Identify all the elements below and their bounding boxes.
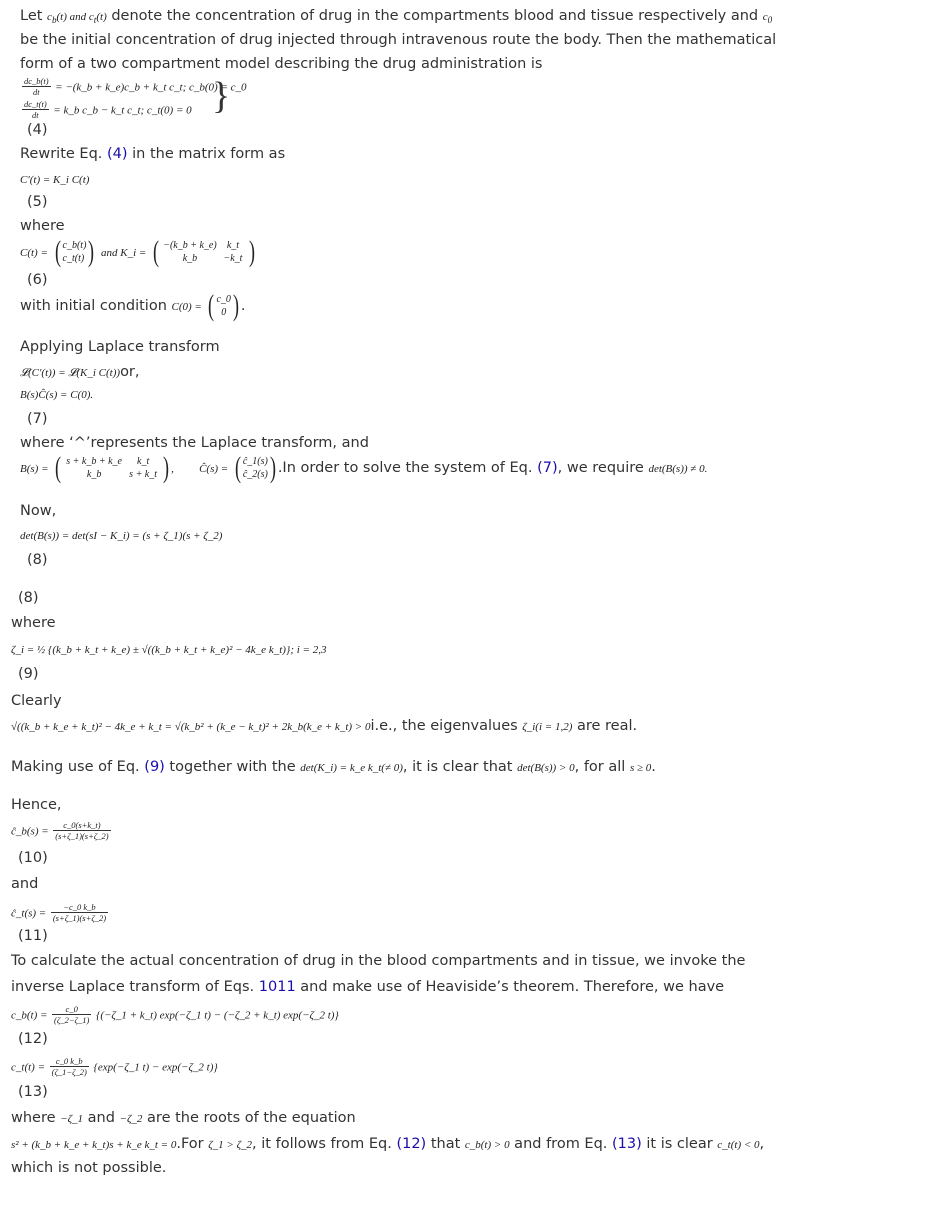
intro-line-2: be the initial concentration of drug injected through intravenous route the body. Then the mathematical — [20, 32, 777, 48]
text: Let — [20, 8, 48, 24]
final-line-2: which is not possible. — [11, 1160, 167, 1176]
eq6-lhs: C(t) = — [20, 247, 48, 259]
eq-ref-link[interactable]: (7) — [537, 460, 558, 476]
eq-number: (4) — [27, 122, 48, 138]
where-label: where — [11, 615, 56, 631]
brace-icon: } — [212, 75, 231, 117]
eq-ref-link[interactable]: (12) — [396, 1136, 427, 1152]
eq-number: (7) — [27, 411, 48, 427]
roots-line: where −ζ_1 and −ζ_2 are the roots of the equation — [11, 1110, 356, 1126]
vector-chat: ĉ_1(s) ĉ_2(s) — [242, 456, 268, 480]
eq-number: (6) — [27, 272, 48, 288]
eq4-row2-expr: = k_b c_b − k_t c_t; c_t(0) = 0 — [53, 104, 192, 117]
math-c0: $c_0$ — [762, 11, 773, 26]
eq-ref-link[interactable]: (4) — [107, 146, 128, 162]
intro-line-3: form of a two compartment model describing the drug administration is — [20, 56, 543, 72]
now-label: Now, — [20, 503, 57, 519]
eq-number: (8) — [27, 552, 48, 568]
hence-label: Hence, — [11, 797, 62, 813]
calc-line-1: To calculate the actual concentration of drug in the blood compartments and in tissue, we invoke the — [11, 953, 746, 969]
eq-number: (11) — [18, 928, 48, 944]
and-label: and — [11, 876, 39, 892]
math-ct: $c_t(t)$ — [88, 11, 107, 26]
initial-condition: with initial condition C(0) = ( c_0 0 ) . — [20, 289, 246, 322]
eq-bs: B(s) = ( s + k_b + k_e k_t k_b s + k_t ) , Ĉ(s) = ( ĉ_1(s) ĉ_2(s) ) .In order to solve the system of Eq. (7), we require det(B(s)) ≠ 0. — [20, 451, 708, 484]
making-use-line: Making use of Eq. (9) together with the det(K_i) = k_e k_t(≠ 0), it is clear that det(B(s)) > 0, for all s ≥ 0. — [11, 759, 656, 775]
eigen-line: √((k_b + k_e + k_t)² − 4k_e + k_t = √(k_b² + (k_e − k_t)² + 2k_b(k_e + k_t) > 0i.e., the eigenvalues ζ_i(i = 1,2) are real. — [11, 718, 638, 734]
eq-ref-link[interactable]: 1011 — [258, 979, 296, 995]
eq-number: (10) — [18, 850, 48, 866]
text: denote the concentration of drug in the compartments blood and tissue respectively and — [106, 8, 763, 24]
eq6: C(t) = ( c_b(t) c_t(t) ) and K_i = ( −(k_b + k_e) k_t k_b −k_t ) — [20, 235, 255, 268]
fraction: $\frac{dc\_t(t)}{dt}$ — [24, 99, 47, 120]
eq8-expr: det(B(s)) = det(sI − K_i) = (s + ζ_1)(s + ζ_2) — [20, 530, 223, 542]
eq-number: (13) — [18, 1084, 48, 1100]
eq4-row1-expr: = −(k_b + k_e)c_b + k_t c_t; c_b(0) = c_0 — [55, 81, 247, 94]
vector-c: c_b(t) c_t(t) — [62, 240, 87, 264]
eq-ref-link[interactable]: (9) — [144, 759, 165, 775]
rewrite-line: Rewrite Eq. (4) in the matrix form as — [20, 146, 286, 162]
matrix-k: −(k_b + k_e) k_t k_b −k_t — [163, 240, 243, 264]
eq-number: (9) — [18, 666, 39, 682]
eq13: c_t(t) = $\frac{c\_0 k\_b}{(\zeta\_1-\zeta\_2)}$ {exp(−ζ_1 t) − exp(−ζ_2 t)} — [11, 1056, 218, 1077]
where-label: where — [20, 218, 65, 234]
eq11: ĉ_t(s) = $\frac{-c\_0 k\_b}{(s+\zeta\_1)(s+\zeta\_2)}$ — [11, 902, 107, 923]
eq-ref-link[interactable]: (13) — [612, 1136, 642, 1152]
math-cb: $c_b(t)$ — [47, 11, 67, 26]
text: and — [66, 11, 89, 23]
eq-number: (12) — [18, 1031, 48, 1047]
eq6-lhs2: K_i = — [120, 247, 147, 259]
laplace-eq2: B(s)Ĉ(s) = C(0). — [20, 389, 94, 401]
laplace-eq1: 𝓛(C′(t)) = 𝓛(K_i C(t))or, — [20, 364, 140, 380]
eq5-expr: C′(t) = K_i C(t) — [20, 174, 90, 186]
laplace-heading: Applying Laplace transform — [20, 339, 220, 355]
intro-line-1 — [20, 6, 772, 30]
final-line-1: s² + (k_b + k_e + k_t)s + k_e k_t = 0.For ζ_1 > ζ_2, it follows from Eq. (12) that c_b(t) > 0 and from Eq. (13) it is clear c_t(t) < 0, — [11, 1136, 765, 1152]
fraction: $\frac{dc\_b(t)}{dt}$ — [24, 76, 49, 97]
eq-number: (8) — [18, 590, 39, 606]
calc-line-2: inverse Laplace transform of Eqs. 1011 and make use of Heaviside’s theorem. Therefore, we have — [11, 979, 725, 995]
clearly-label: Clearly — [11, 693, 62, 709]
eq9-expr: ζ_i = ½ {(k_b + k_t + k_e) ± √((k_b + k_t + k_e)² − 4k_e k_t)}; i = 2,3 — [11, 644, 327, 656]
eq10: ĉ_b(s) = $\frac{c\_0(s+k\_t)}{(s+\zeta\_1)(s+\zeta\_2)}$ — [11, 820, 109, 841]
eq12: c_b(t) = $\frac{c\_0}{(\zeta\_2-\zeta\_1)}$ {(−ζ_1 + k_t) exp(−ζ_1 t) − (−ζ_2 + k_t) exp(−ζ_2 t)} — [11, 1004, 339, 1025]
text: and — [101, 247, 121, 259]
where-hat-line: where ‘^’represents the Laplace transform, and — [20, 435, 369, 451]
matrix-b: s + k_b + k_e k_t k_b s + k_t — [66, 456, 158, 480]
eq-number: (5) — [27, 194, 48, 210]
eq4-row2 — [22, 99, 192, 121]
